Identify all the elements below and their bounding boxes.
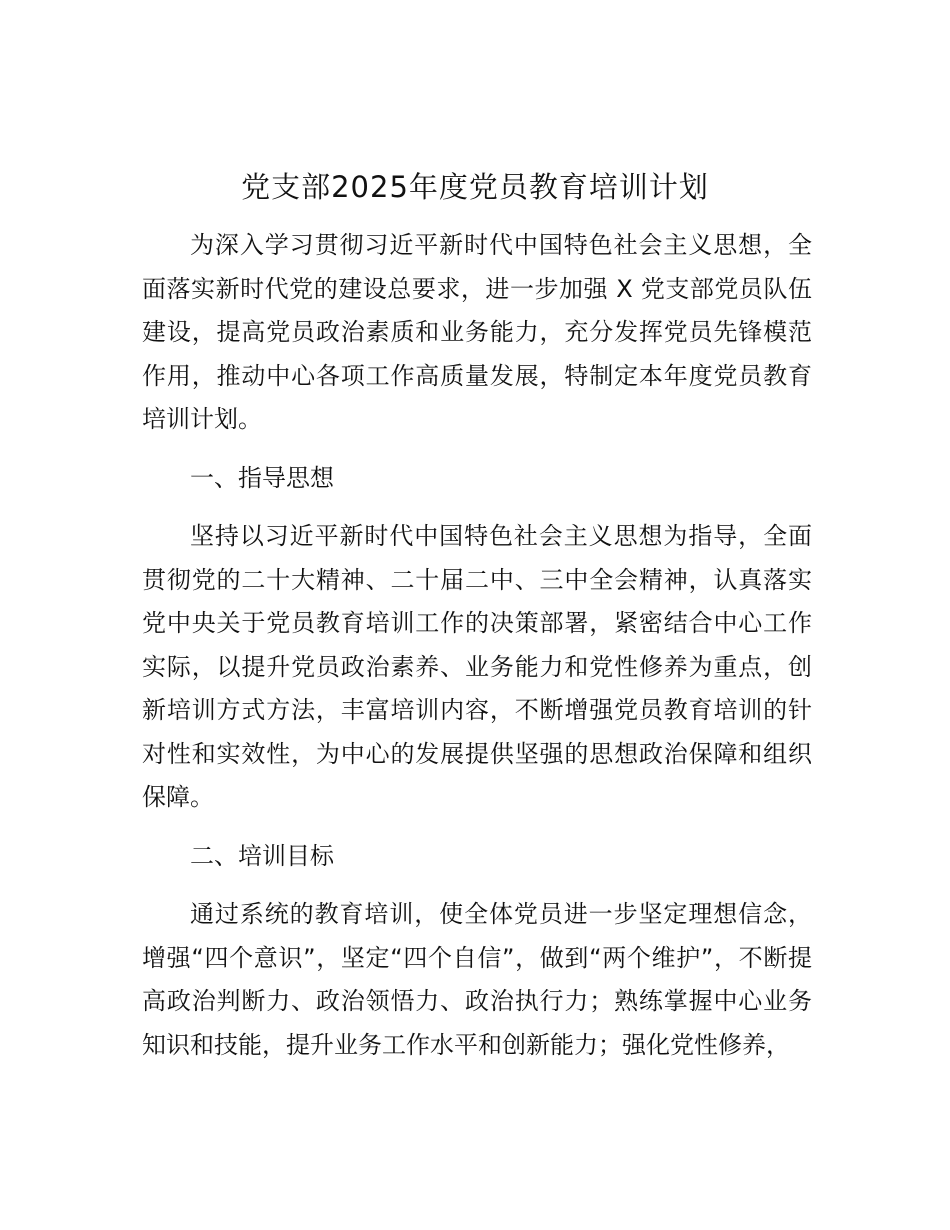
section-text-training-goals: 通过系统的教育培训，使全体党员进一步坚定理想信念，增强“四个意识”，坚定“四个自信”，做到“两个维护”，不断提高政治判断力、政治领悟力、政治执行力；熟练掌握中心业务知识和技能，提升业务工作水平和创新能力；强化党性修养， bbox=[142, 900, 812, 1059]
section-heading-training-goals: 二、培训目标 bbox=[190, 841, 334, 870]
intro-paragraph: 为深入学习贯彻习近平新时代中国特色社会主义思想，全面落实新时代党的建设总要求，进一步加强 X 党支部党员队伍建设，提高党员政治素质和业务能力，充分发挥党员先锋模范作用，推动中心各项工作高质量发展，特制定本年度党员教育培训计划。 bbox=[142, 231, 812, 433]
document-body bbox=[142, 224, 812, 1067]
section-heading-guiding-thought: 一、指导思想 bbox=[190, 463, 334, 492]
document-title: 党支部2025年度党员教育培训计划 bbox=[241, 170, 709, 204]
section-text-guiding-thought: 坚持以习近平新时代中国特色社会主义思想为指导，全面贯彻党的二十大精神、二十届二中、三中全会精神，认真落实党中央关于党员教育培训工作的决策部署，紧密结合中心工作实际，以提升党员政治素养、业务能力和党性修养为重点，创新培训方式方法，丰富培训内容，不断增强党员教育培训的针对性和实效性，为中心的发展提供坚强的思想政治保障和组织保障。 bbox=[142, 522, 812, 811]
